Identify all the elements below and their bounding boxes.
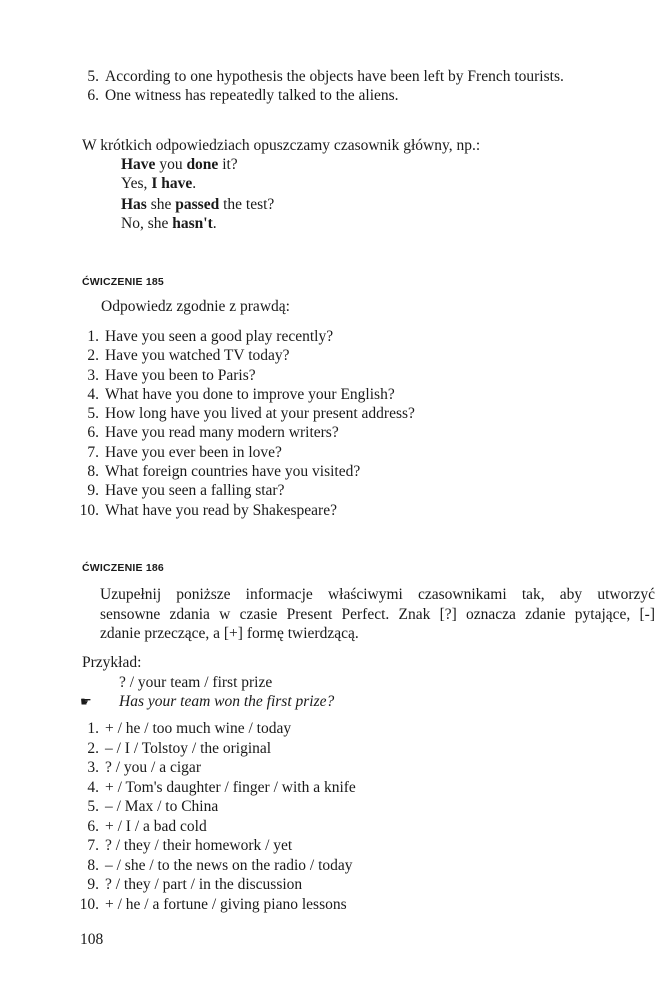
- instruction-line: zdanie przeczące, a [+] formę twierdzącą.: [100, 625, 359, 642]
- exercise-heading: ĆWICZENIE 185: [82, 276, 164, 288]
- list-item: 10. + / he / a fortune / giving piano lessons: [79, 895, 347, 913]
- page-number: 108: [80, 931, 104, 948]
- list-item: 9. Have you seen a falling star?: [87, 482, 285, 500]
- list-item: 10. What have you read by Shakespeare?: [79, 501, 337, 519]
- list-item: 4. + / Tom's daughter / finger / with a knife: [87, 778, 356, 796]
- exercise-heading: ĆWICZENIE 186: [82, 562, 164, 574]
- grammar-example: Has she passed the test?: [121, 196, 275, 213]
- list-item: 5. How long have you lived at your present address?: [87, 405, 415, 423]
- item-number: 6.: [87, 87, 99, 105]
- list-item: 8. What foreign countries have you visited?: [87, 463, 361, 481]
- grammar-example: Have you done it?: [121, 156, 238, 173]
- exercise-186-list: [77, 719, 356, 914]
- grammar-example: Yes, I have.: [121, 175, 197, 192]
- top-list: [77, 67, 564, 106]
- list-item: 7. Have you ever been in love?: [87, 443, 282, 461]
- list-item: 4. What have you done to improve your English?: [87, 385, 395, 403]
- item-text: According to one hypothesis the objects have been left by French tourists.: [105, 68, 564, 85]
- exercise-instruction: [100, 585, 655, 644]
- list-item: 3. ? / you / a cigar: [87, 759, 201, 776]
- list-item: 3. Have you been to Paris?: [87, 366, 256, 384]
- exercise-185-list: [77, 327, 415, 520]
- exercise-instruction: Odpowiedz zgodnie z prawdą:: [101, 298, 290, 315]
- instruction-line: Uzupełnij poniższe informacje właściwymi czasownikami tak, aby utworzyć: [100, 586, 655, 603]
- example-label: Przykład:: [82, 654, 142, 671]
- list-item: 1. + / he / too much wine / today: [87, 720, 292, 737]
- list-item: 6. + / I / a bad cold: [87, 817, 207, 835]
- list-item: 7. ? / they / their homework / yet: [87, 837, 293, 854]
- list-item: 5. – / Max / to China: [87, 798, 219, 815]
- example-prompt: ? / your team / first prize: [119, 674, 273, 691]
- list-item: 8. – / she / to the news on the radio / today: [87, 856, 353, 874]
- example-answer: Has your team won the first prize?: [119, 693, 335, 710]
- list-item: 6. Have you read many modern writers?: [87, 424, 339, 442]
- instruction-line: sensowne zdania w czasie Present Perfect. Znak [?] oznacza zdanie pytające, [-]: [100, 605, 655, 623]
- list-item: [77, 67, 564, 86]
- grammar-example: No, she hasn't.: [121, 215, 217, 232]
- pointing-hand-icon: ☛: [80, 694, 92, 709]
- list-item: [77, 86, 564, 105]
- item-text: One witness has repeatedly talked to the aliens.: [105, 87, 399, 105]
- list-item: 1. Have you seen a good play recently?: [87, 328, 334, 345]
- list-item: 2. Have you watched TV today?: [87, 347, 290, 365]
- grammar-intro: W krótkich odpowiedziach opuszczamy czasownik główny, np.:: [82, 137, 481, 154]
- item-number: 5.: [87, 68, 99, 85]
- list-item: 2. – / I / Tolstoy / the original: [87, 739, 272, 757]
- list-item: 9. ? / they / part / in the discussion: [87, 876, 303, 893]
